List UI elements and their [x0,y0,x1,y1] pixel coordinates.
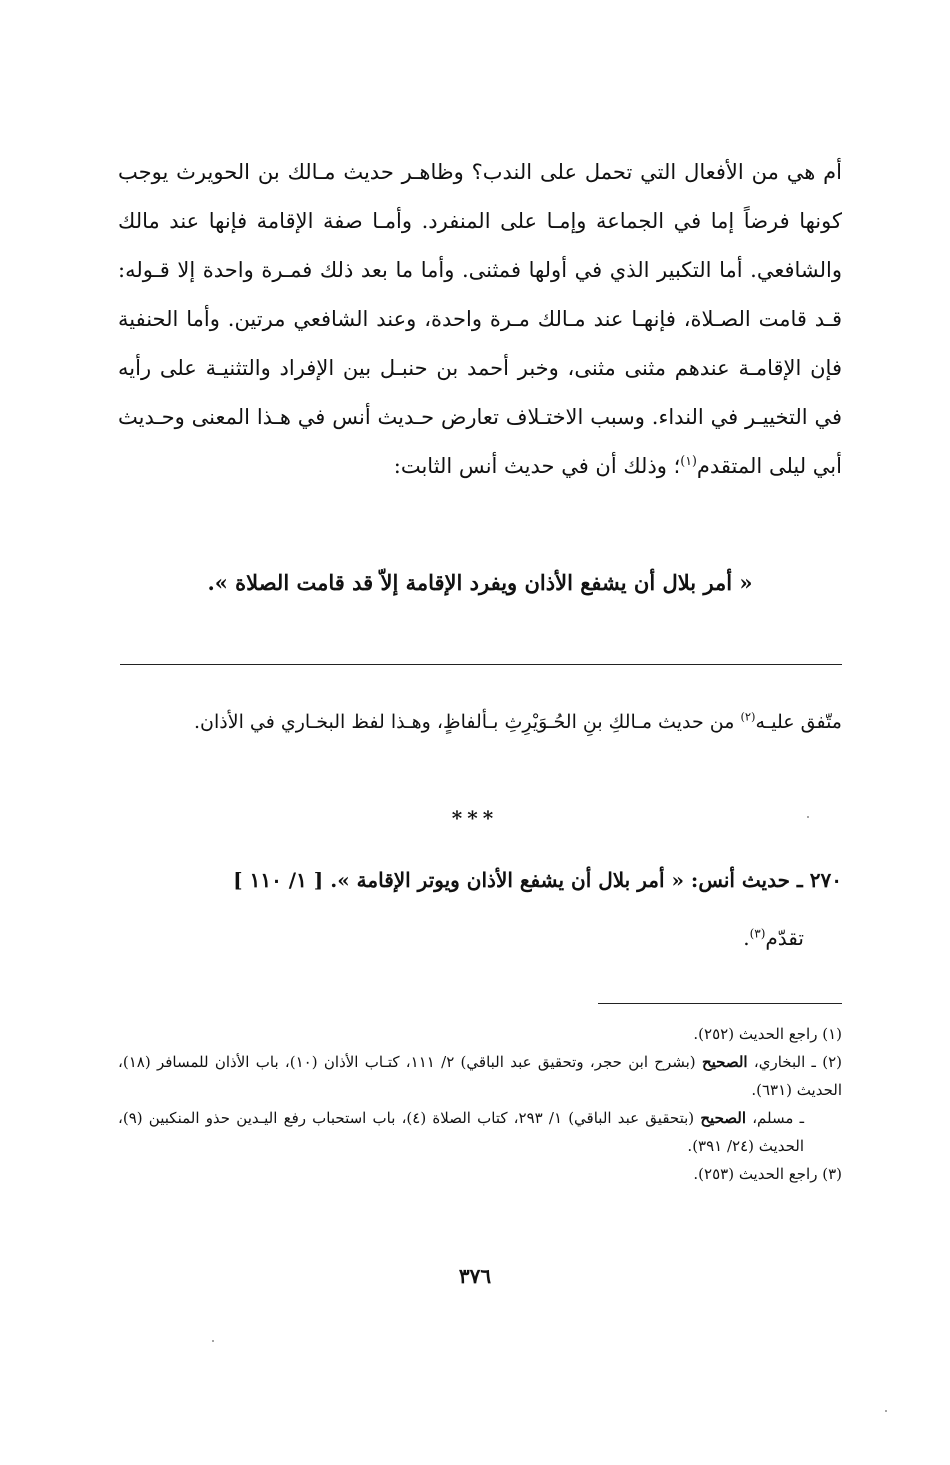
footnote-ref-3[interactable]: (٣) [749,926,766,941]
takhrij-paragraph [118,700,842,744]
footnote-2-continued [118,1104,842,1160]
takhrij-note [118,700,842,744]
scan-speck [212,1340,214,1342]
footnote-2b-book: الصحيح [700,1109,746,1127]
footnote-divider [120,664,842,665]
paragraph-text: أم هي من الأفعال التي تحمل على الندب؟ وظاهـر حديث مـالك بن الحويرث يوجب كونها فرضاً إما في الجماعة وإمـا على المنفرد. وأمـا صفة الإقامة فإنها عند مالك والشافعي. أما التكبير الذي في أولها فمثنى. وأما ما بعد ذلك فمـرة واحدة إلا قـوله: قـد قامت الصـلاة، فإنهـا عند مـالك مـرة واحدة، وعند الشافعي مرتين. وأما الحنفية فإن الإقامـة عندهم مثنى مثنى، وخبر أحمد بن حنبـل بين الإفراد والتثنيـة على رأيه في التخييـر في النداء. وسبب الاختـلاف تعارض حـديث أنس في هـذا المعنى وحـديث أبي ليلى المتقدم [118,160,842,478]
page-number: ٣٧٦ [458,1264,492,1288]
footnote-2b-detail: (بتحقيق عبد الباقي) ١/ ٢٩٣، كتاب الصلاة (٤)، باب استحباب رفع اليـدين حذو المنكبين (٩)، الحديث (٢٤/ ٣٩١). [118,1109,804,1155]
section-separator: *** [451,806,499,830]
takhrij-head: متّفق عليـه [755,711,842,733]
hadith-note-text: تقدّم [765,926,804,950]
main-text [118,148,842,491]
paragraph-tail: ؛ وذلك أن في حديث أنس الثابت: [393,454,681,478]
scan-speck [885,1410,887,1412]
footnote-ref-1[interactable]: (١) [680,453,697,468]
body-paragraph [118,148,842,491]
footnote-2 [118,1048,842,1104]
footnote-2-prefix: (٢) ـ البخاري، [747,1053,842,1071]
footnote-1: (١) راجع الحديث (٢٥٢). [693,1025,842,1043]
takhrij-body: من حديث مـالكِ بنِ الحُـوَيْرِثِ بـألفاظٍ، وهـذا لفظ البخـاري في الأذان. [194,711,741,733]
hadith-heading: ٢٧٠ ـ حديث أنس: « أمر بلال أن يشفع الأذان ويوتر الإقامة ». [ ١/ ١١٠ ] [233,868,842,892]
footnote-3: (٣) راجع الحديث (٢٥٣). [693,1165,842,1183]
footnotes [118,1020,842,1188]
hadith-note [118,920,804,956]
hadith-note-tail: . [743,926,750,950]
footnote-2-detail: (بشرح ابن حجر، وتحقيق عبد الباقي) ٢/ ١١١، كتـاب الأذان (١٠)، باب الأذان للمسافر (١٨)، الحديث (٦٣١). [118,1053,842,1099]
footnote-2b-prefix: ـ مسلم، [746,1109,804,1127]
scan-speck [807,816,809,818]
hadith-quote: « أمر بلال أن يشفع الأذان ويفرد الإقامة إلاّ قد قامت الصلاة ». [207,570,753,595]
footnote-ref-2[interactable]: (٢) [740,709,756,724]
footnote-2-book: الصحيح [701,1053,748,1071]
footnotes-divider [598,1003,842,1004]
